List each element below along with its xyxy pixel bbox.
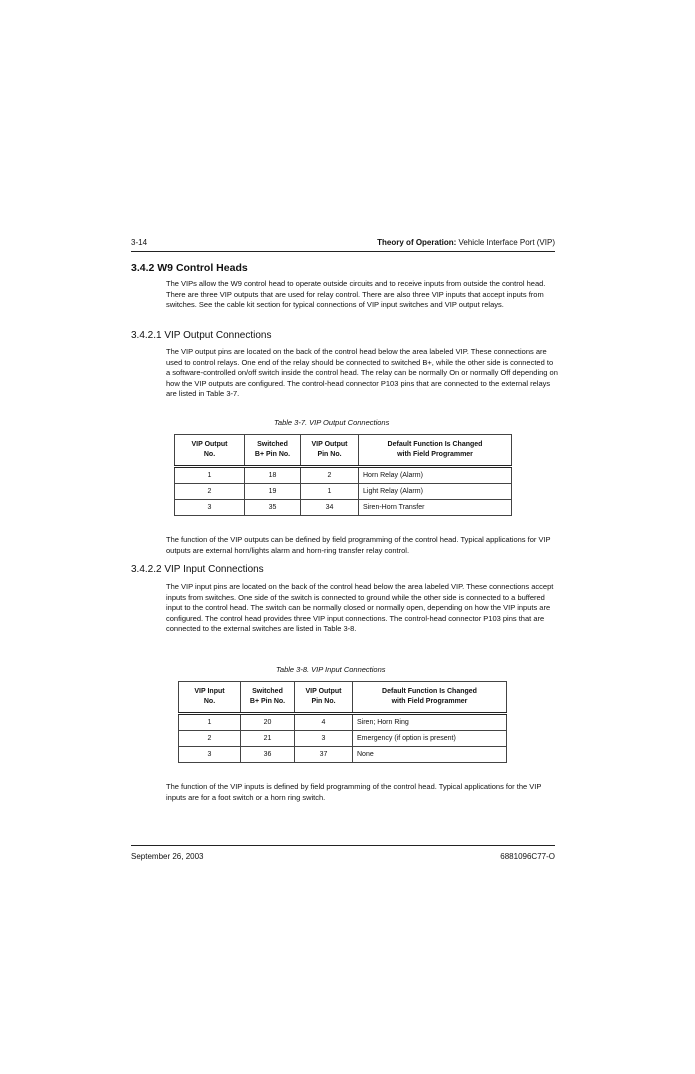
- input-col-function-l2: with Field Programmer: [391, 698, 468, 705]
- table-cell: 1: [179, 714, 241, 731]
- input-col-output-pin-l2: Pin No.: [311, 698, 336, 705]
- input-table-caption: Table 3-8. VIP Input Connections: [276, 665, 386, 674]
- input-col-function: [353, 682, 507, 714]
- footer-doc-number: 6881096C77-O: [500, 852, 555, 861]
- table-cell: 34: [301, 500, 359, 516]
- running-title-bold: Theory of Operation:: [377, 238, 457, 247]
- table-cell: 35: [245, 500, 301, 516]
- table-row: [179, 731, 507, 747]
- table-cell: 19: [245, 484, 301, 500]
- table-cell: 1: [301, 484, 359, 500]
- input-col-bplus-pin-l2: B+ Pin No.: [249, 698, 286, 705]
- input-col-vip-no-l1: VIP Input: [194, 688, 225, 695]
- table-cell: None: [353, 747, 507, 763]
- output-col-function-l2: with Field Programmer: [397, 451, 473, 458]
- input-col-bplus-pin: [241, 682, 295, 714]
- input-col-function-l1: Default Function Is Changed: [382, 688, 477, 695]
- table-cell: 20: [241, 714, 295, 731]
- table-cell: 1: [175, 467, 245, 484]
- table-cell: 3: [295, 731, 353, 747]
- running-title-rest: Vehicle Interface Port (VIP): [456, 238, 555, 247]
- table-row: [175, 484, 512, 500]
- table-cell: Horn Relay (Alarm): [359, 467, 512, 484]
- input-heading: 3.4.2.2 VIP Input Connections: [131, 564, 264, 575]
- input-col-bplus-pin-l1: Switched: [252, 688, 283, 695]
- input-function-paragraph: The function of the VIP inputs is defined by field programming of the control head. Typical applications for the VIP inputs are for a foot switch or a horn ring switch.: [166, 782, 542, 802]
- table-row: [175, 467, 512, 484]
- table-cell: 2: [179, 731, 241, 747]
- footer-date: September 26, 2003: [131, 852, 204, 861]
- output-table-caption: Table 3-7. VIP Output Connections: [274, 418, 390, 427]
- table-cell: Light Relay (Alarm): [359, 484, 512, 500]
- table-row: [175, 500, 512, 516]
- input-col-vip-no-l2: No.: [203, 698, 216, 705]
- table-cell: Siren; Horn Ring: [353, 714, 507, 731]
- output-col-function-l1: Default Function Is Changed: [387, 441, 483, 448]
- input-col-output-pin: [295, 682, 353, 714]
- output-paragraph: The VIP output pins are located on the back of the control head below the area labeled VIP. These connections are used to control relays. One end of the relay should be connected to switched B+, while the other side is connected to a software-controlled on/off switch inside the control head. The relay can be normally On or normally Off depending on how the VIP outputs are configured. The control-head connector P103 pins that are connected to the external relays are listed in Table 3-7.: [166, 347, 558, 398]
- table-cell: 2: [301, 467, 359, 484]
- table-cell: 18: [245, 467, 301, 484]
- input-col-vip-no: [179, 682, 241, 714]
- table-cell: 37: [295, 747, 353, 763]
- output-table-header-row: [175, 435, 512, 467]
- table-cell: 4: [295, 714, 353, 731]
- running-title: [377, 238, 555, 247]
- input-table-header-row: [179, 682, 507, 714]
- output-col-bplus-pin-l1: Switched: [257, 441, 288, 448]
- output-col-output-pin-l1: VIP Output: [311, 441, 348, 448]
- output-function-paragraph: The function of the VIP outputs can be defined by field programming of the control head. Typical applications for VIP outputs are external horn/lights alarm and horn-ring transfer relay control.: [166, 535, 551, 555]
- input-table: [178, 681, 507, 763]
- table-cell: Emergency (if option is present): [353, 731, 507, 747]
- table-row: [179, 747, 507, 763]
- output-col-vip-no-l1: VIP Output: [191, 441, 228, 448]
- output-col-bplus-pin: [245, 435, 301, 467]
- table-cell: 36: [241, 747, 295, 763]
- section-heading: 3.4.2 W9 Control Heads: [131, 262, 248, 274]
- intro-paragraph: The VIPs allow the W9 control head to operate outside circuits and to receive inputs from outside the control head. There are three VIP outputs that are used for relay control. There are also three VIP inputs that accept inputs from switches. See the cable kit section for typical connections of VIP input switches and VIP output relays.: [166, 279, 546, 309]
- output-col-vip-no: [175, 435, 245, 467]
- page-header: [131, 237, 555, 252]
- output-col-output-pin: [301, 435, 359, 467]
- output-table: [174, 434, 512, 516]
- table-row: [179, 714, 507, 731]
- output-col-vip-no-l2: No.: [203, 451, 216, 458]
- input-col-output-pin-l1: VIP Output: [305, 688, 342, 695]
- table-cell: 3: [175, 500, 245, 516]
- table-cell: 21: [241, 731, 295, 747]
- table-cell: 3: [179, 747, 241, 763]
- input-paragraph: The VIP input pins are located on the back of the control head below the area labeled VIP. These connections accept inputs from switches. One side of the switch is connected to ground while the other side is connected to a buffered input to the control head. The switch can be normally closed or normally open, depending on how the VIP inputs are configured. The control head provides three VIP input connections. The control-head connector P103 pins that are connected to the external switches are listed in Table 3-8.: [166, 582, 554, 633]
- page-footer: [131, 845, 555, 860]
- output-col-bplus-pin-l2: B+ Pin No.: [254, 451, 291, 458]
- output-heading: 3.4.2.1 VIP Output Connections: [131, 330, 272, 341]
- output-col-function: [359, 435, 512, 467]
- table-cell: 2: [175, 484, 245, 500]
- page-number: 3-14: [131, 238, 148, 247]
- table-cell: Siren-Horn Transfer: [359, 500, 512, 516]
- output-col-output-pin-l2: Pin No.: [317, 451, 342, 458]
